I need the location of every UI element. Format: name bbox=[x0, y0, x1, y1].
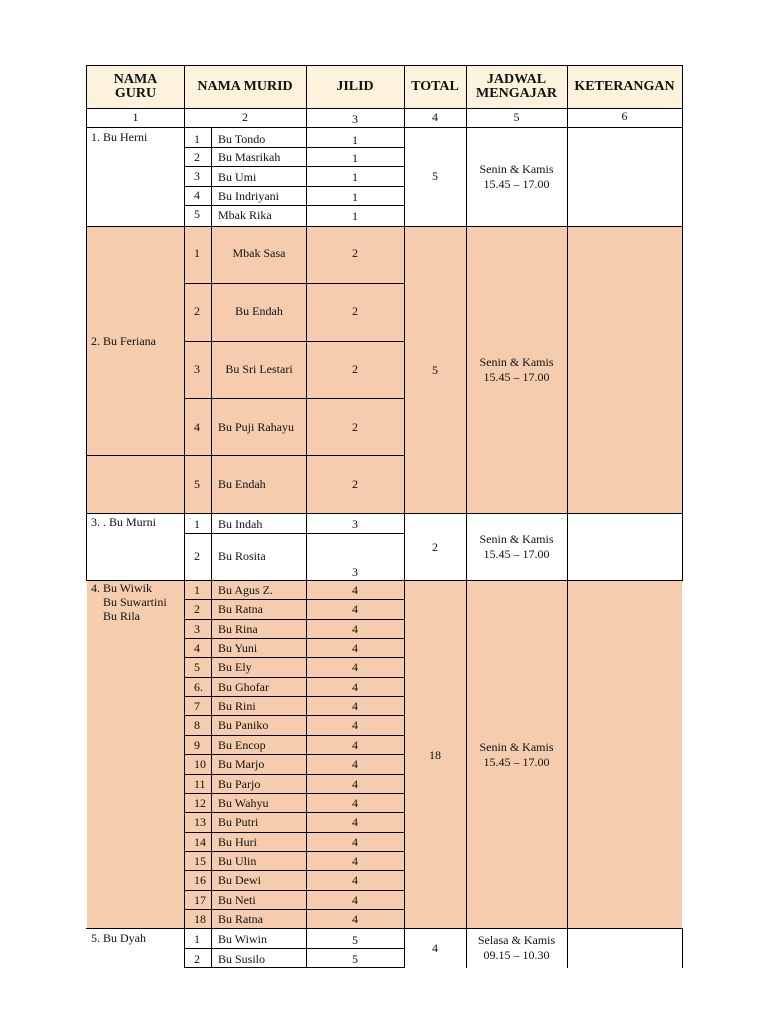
row-number: 5 bbox=[194, 207, 200, 221]
header-nama-guru: NAMA GURU bbox=[87, 66, 184, 108]
student-name: Bu Umi bbox=[218, 170, 257, 184]
grid-line bbox=[184, 341, 404, 342]
row-number: 1 bbox=[194, 583, 200, 597]
row-number: 3 bbox=[194, 362, 200, 376]
grid-line bbox=[86, 580, 404, 581]
row-number: 18 bbox=[194, 911, 206, 926]
grid-line bbox=[184, 754, 404, 755]
total-cell: 18 bbox=[429, 748, 441, 762]
grid-line bbox=[184, 205, 404, 206]
jilid-value: 4 bbox=[352, 815, 358, 830]
row-number: 3 bbox=[194, 621, 200, 636]
total-cell: 4 bbox=[432, 941, 438, 955]
jilid-value: 4 bbox=[352, 757, 358, 772]
student-name: Bu Yuni bbox=[218, 641, 258, 656]
jilid-value: 2 bbox=[352, 362, 358, 376]
jilid-value: 5 bbox=[352, 952, 358, 966]
grid-line bbox=[86, 65, 87, 127]
student-name: Bu Encop bbox=[218, 737, 266, 752]
student-name: Bu Huri bbox=[218, 834, 257, 849]
jilid-value: 4 bbox=[352, 621, 358, 636]
student-name: Bu Rini bbox=[218, 699, 256, 714]
row-number: 3 bbox=[194, 169, 200, 183]
jilid-value: 4 bbox=[352, 911, 358, 926]
grid-line bbox=[184, 638, 404, 639]
grid-line bbox=[184, 967, 404, 968]
student-name: Bu Neti bbox=[218, 892, 256, 907]
jilid-value: 4 bbox=[352, 583, 358, 597]
grid-line bbox=[567, 65, 568, 127]
column-number-3: 3 bbox=[352, 112, 358, 126]
student-name: Bu Agus Z. bbox=[218, 583, 274, 597]
grid-line bbox=[184, 909, 404, 910]
grid-line bbox=[184, 398, 404, 399]
grid-line bbox=[184, 657, 404, 658]
row-number: 8 bbox=[194, 718, 200, 733]
column-number-6: 6 bbox=[621, 109, 628, 123]
student-name: Bu Susilo bbox=[218, 952, 266, 966]
student-name: Mbak Sasa bbox=[232, 246, 286, 260]
grid-line bbox=[211, 513, 212, 580]
row-number: 7 bbox=[194, 699, 200, 714]
schedule-cell: Senin & Kamis 15.45 – 17.00 bbox=[479, 355, 554, 384]
row-number: 14 bbox=[194, 834, 206, 849]
student-name: Bu Puji Rahayu bbox=[218, 420, 295, 434]
student-name: Bu Rina bbox=[218, 621, 258, 636]
student-name: Bu Endah bbox=[235, 304, 283, 318]
schedule-cell: Senin & Kamis 15.45 – 17.00 bbox=[479, 162, 554, 191]
student-name: Bu Wahyu bbox=[218, 795, 269, 810]
jilid-value: 4 bbox=[352, 853, 358, 868]
student-name: Bu Marjo bbox=[218, 757, 265, 772]
row-number: 11 bbox=[194, 776, 206, 791]
student-name: Bu Indah bbox=[218, 517, 263, 531]
jilid-value: 2 bbox=[352, 246, 358, 260]
schedule-cell: Selasa & Kamis 09.15 – 10.30 bbox=[477, 933, 556, 962]
grid-line bbox=[184, 186, 404, 187]
header-jilid: JILID bbox=[306, 66, 404, 108]
jilid-value: 4 bbox=[352, 873, 358, 888]
grid-line bbox=[184, 851, 404, 852]
student-name: Bu Sri Lestari bbox=[225, 362, 293, 376]
student-name: Bu Paniko bbox=[218, 718, 269, 733]
grid-line bbox=[184, 715, 404, 716]
column-number-1: 1 bbox=[132, 110, 139, 124]
grid-line bbox=[466, 65, 467, 127]
column-number-5: 5 bbox=[513, 110, 520, 124]
grid-line bbox=[682, 65, 683, 127]
grid-line bbox=[404, 127, 405, 968]
jilid-value: 1 bbox=[352, 209, 358, 223]
grid-line bbox=[184, 65, 185, 127]
jilid-value: 2 bbox=[352, 420, 358, 434]
jilid-value: 4 bbox=[352, 679, 358, 694]
student-name: Bu Indriyani bbox=[218, 189, 279, 203]
jilid-value: 1 bbox=[352, 133, 358, 147]
student-name: Bu Ratna bbox=[218, 602, 263, 617]
jilid-value: 4 bbox=[352, 834, 358, 849]
grid-line bbox=[404, 580, 683, 581]
grid-line bbox=[306, 127, 307, 968]
column-number-2: 2 bbox=[242, 110, 248, 124]
jilid-value: 4 bbox=[352, 776, 358, 791]
grid-line bbox=[184, 812, 404, 813]
jilid-value: 4 bbox=[352, 602, 358, 617]
grid-line bbox=[184, 283, 404, 284]
row-number: 4 bbox=[194, 420, 200, 434]
grid-line bbox=[184, 599, 404, 600]
row-number: 13 bbox=[194, 815, 206, 830]
row-number: 5 bbox=[194, 660, 200, 675]
row-number: 17 bbox=[194, 892, 206, 907]
student-name: Bu Ghofar bbox=[218, 679, 269, 694]
grid-line bbox=[567, 127, 568, 968]
student-name: Bu Endah bbox=[218, 477, 266, 491]
grid-line bbox=[184, 735, 404, 736]
grid-line bbox=[466, 127, 467, 968]
teacher-name: 2. Bu Feriana bbox=[91, 334, 156, 348]
row-number: 5 bbox=[194, 477, 200, 491]
grid-line bbox=[306, 65, 307, 127]
grid-line bbox=[86, 226, 683, 227]
teacher-name: 1. Bu Herni bbox=[91, 130, 148, 144]
row-number: 2 bbox=[194, 952, 200, 966]
row-number: 4 bbox=[194, 188, 200, 202]
student-name: Bu Parjo bbox=[218, 776, 261, 791]
grid-line bbox=[184, 533, 404, 534]
grid-line bbox=[184, 696, 404, 697]
grid-line bbox=[184, 677, 404, 678]
grid-line bbox=[184, 166, 404, 167]
grid-line bbox=[86, 513, 683, 514]
header-total: TOTAL bbox=[404, 66, 466, 108]
jilid-value: 2 bbox=[352, 304, 358, 318]
grid-line bbox=[86, 65, 683, 66]
student-name: Bu Rosita bbox=[218, 549, 266, 563]
schedule-cell: Senin & Kamis 15.45 – 17.00 bbox=[479, 532, 554, 561]
grid-line bbox=[86, 127, 683, 128]
row-number: 1 bbox=[194, 517, 200, 531]
column-number-4: 4 bbox=[432, 110, 438, 124]
student-name: Bu Ely bbox=[218, 660, 252, 675]
grid-line bbox=[404, 65, 405, 127]
student-name: Bu Putri bbox=[218, 815, 259, 830]
header-nama-murid: NAMA MURID bbox=[184, 66, 306, 108]
row-number: 12 bbox=[194, 795, 206, 810]
row-number: 4 bbox=[194, 641, 200, 656]
jilid-value: 1 bbox=[352, 190, 358, 204]
grid-line bbox=[184, 774, 404, 775]
row-number: 1 bbox=[194, 132, 200, 146]
jilid-value: 4 bbox=[352, 718, 358, 733]
row-number: 16 bbox=[194, 873, 206, 888]
jilid-value: 4 bbox=[352, 641, 358, 656]
row-number: 2 bbox=[194, 150, 200, 164]
total-cell: 5 bbox=[432, 169, 438, 183]
jilid-value: 3 bbox=[352, 565, 358, 579]
total-cell: 2 bbox=[432, 540, 438, 554]
row-number: 2 bbox=[194, 602, 200, 617]
row-number: 2 bbox=[194, 304, 200, 318]
header-jadwal-mengajar: JADWAL MENGAJAR bbox=[466, 66, 567, 108]
jilid-value: 1 bbox=[352, 170, 358, 184]
student-name: Bu Ratna bbox=[218, 911, 263, 926]
grid-line bbox=[184, 619, 404, 620]
schedule-cell: Senin & Kamis 15.45 – 17.00 bbox=[479, 740, 554, 769]
jilid-value: 4 bbox=[352, 892, 358, 907]
row-number: 1 bbox=[194, 932, 200, 946]
row-number: 2 bbox=[194, 549, 200, 563]
row-number: 10 bbox=[194, 757, 206, 772]
jilid-value: 2 bbox=[352, 477, 358, 491]
teacher-name: 3. . Bu Murni bbox=[91, 515, 157, 529]
grid-line bbox=[184, 832, 404, 833]
student-name: Bu Dewi bbox=[218, 873, 261, 888]
jilid-value: 4 bbox=[352, 795, 358, 810]
teacher-name: 4. Bu Wiwik Bu Suwartini Bu Rila bbox=[91, 581, 167, 623]
jilid-value: 3 bbox=[352, 517, 358, 531]
grid-line bbox=[86, 108, 683, 109]
grid-line bbox=[184, 793, 404, 794]
student-name: Bu Wiwin bbox=[218, 932, 267, 946]
grid-line bbox=[211, 127, 212, 226]
jilid-value: 4 bbox=[352, 660, 358, 675]
grid-line bbox=[86, 928, 683, 929]
grid-line bbox=[86, 455, 404, 456]
student-name: Bu Tondo bbox=[218, 132, 266, 146]
row-number: 9 bbox=[194, 737, 200, 752]
grid-line bbox=[184, 127, 185, 968]
row-number: 15 bbox=[194, 853, 206, 868]
total-cell: 5 bbox=[432, 363, 438, 377]
student-name: Mbak Rika bbox=[218, 208, 272, 222]
jilid-value: 5 bbox=[352, 933, 358, 947]
student-name: Bu Masrikah bbox=[218, 150, 281, 164]
student-name: Bu Ulin bbox=[218, 853, 257, 868]
grid-line bbox=[184, 890, 404, 891]
jilid-value: 4 bbox=[352, 699, 358, 714]
jilid-value: 4 bbox=[352, 737, 358, 752]
header-keterangan: KETERANGAN bbox=[567, 66, 682, 108]
grid-line bbox=[682, 928, 683, 968]
grid-line bbox=[184, 147, 404, 148]
grid-line bbox=[184, 948, 404, 949]
grid-line bbox=[211, 226, 212, 513]
grid-line bbox=[184, 870, 404, 871]
teacher-name: 5. Bu Dyah bbox=[91, 931, 146, 945]
row-number: 6. bbox=[194, 679, 203, 694]
jilid-value: 1 bbox=[352, 151, 358, 165]
row-number: 1 bbox=[194, 246, 200, 260]
